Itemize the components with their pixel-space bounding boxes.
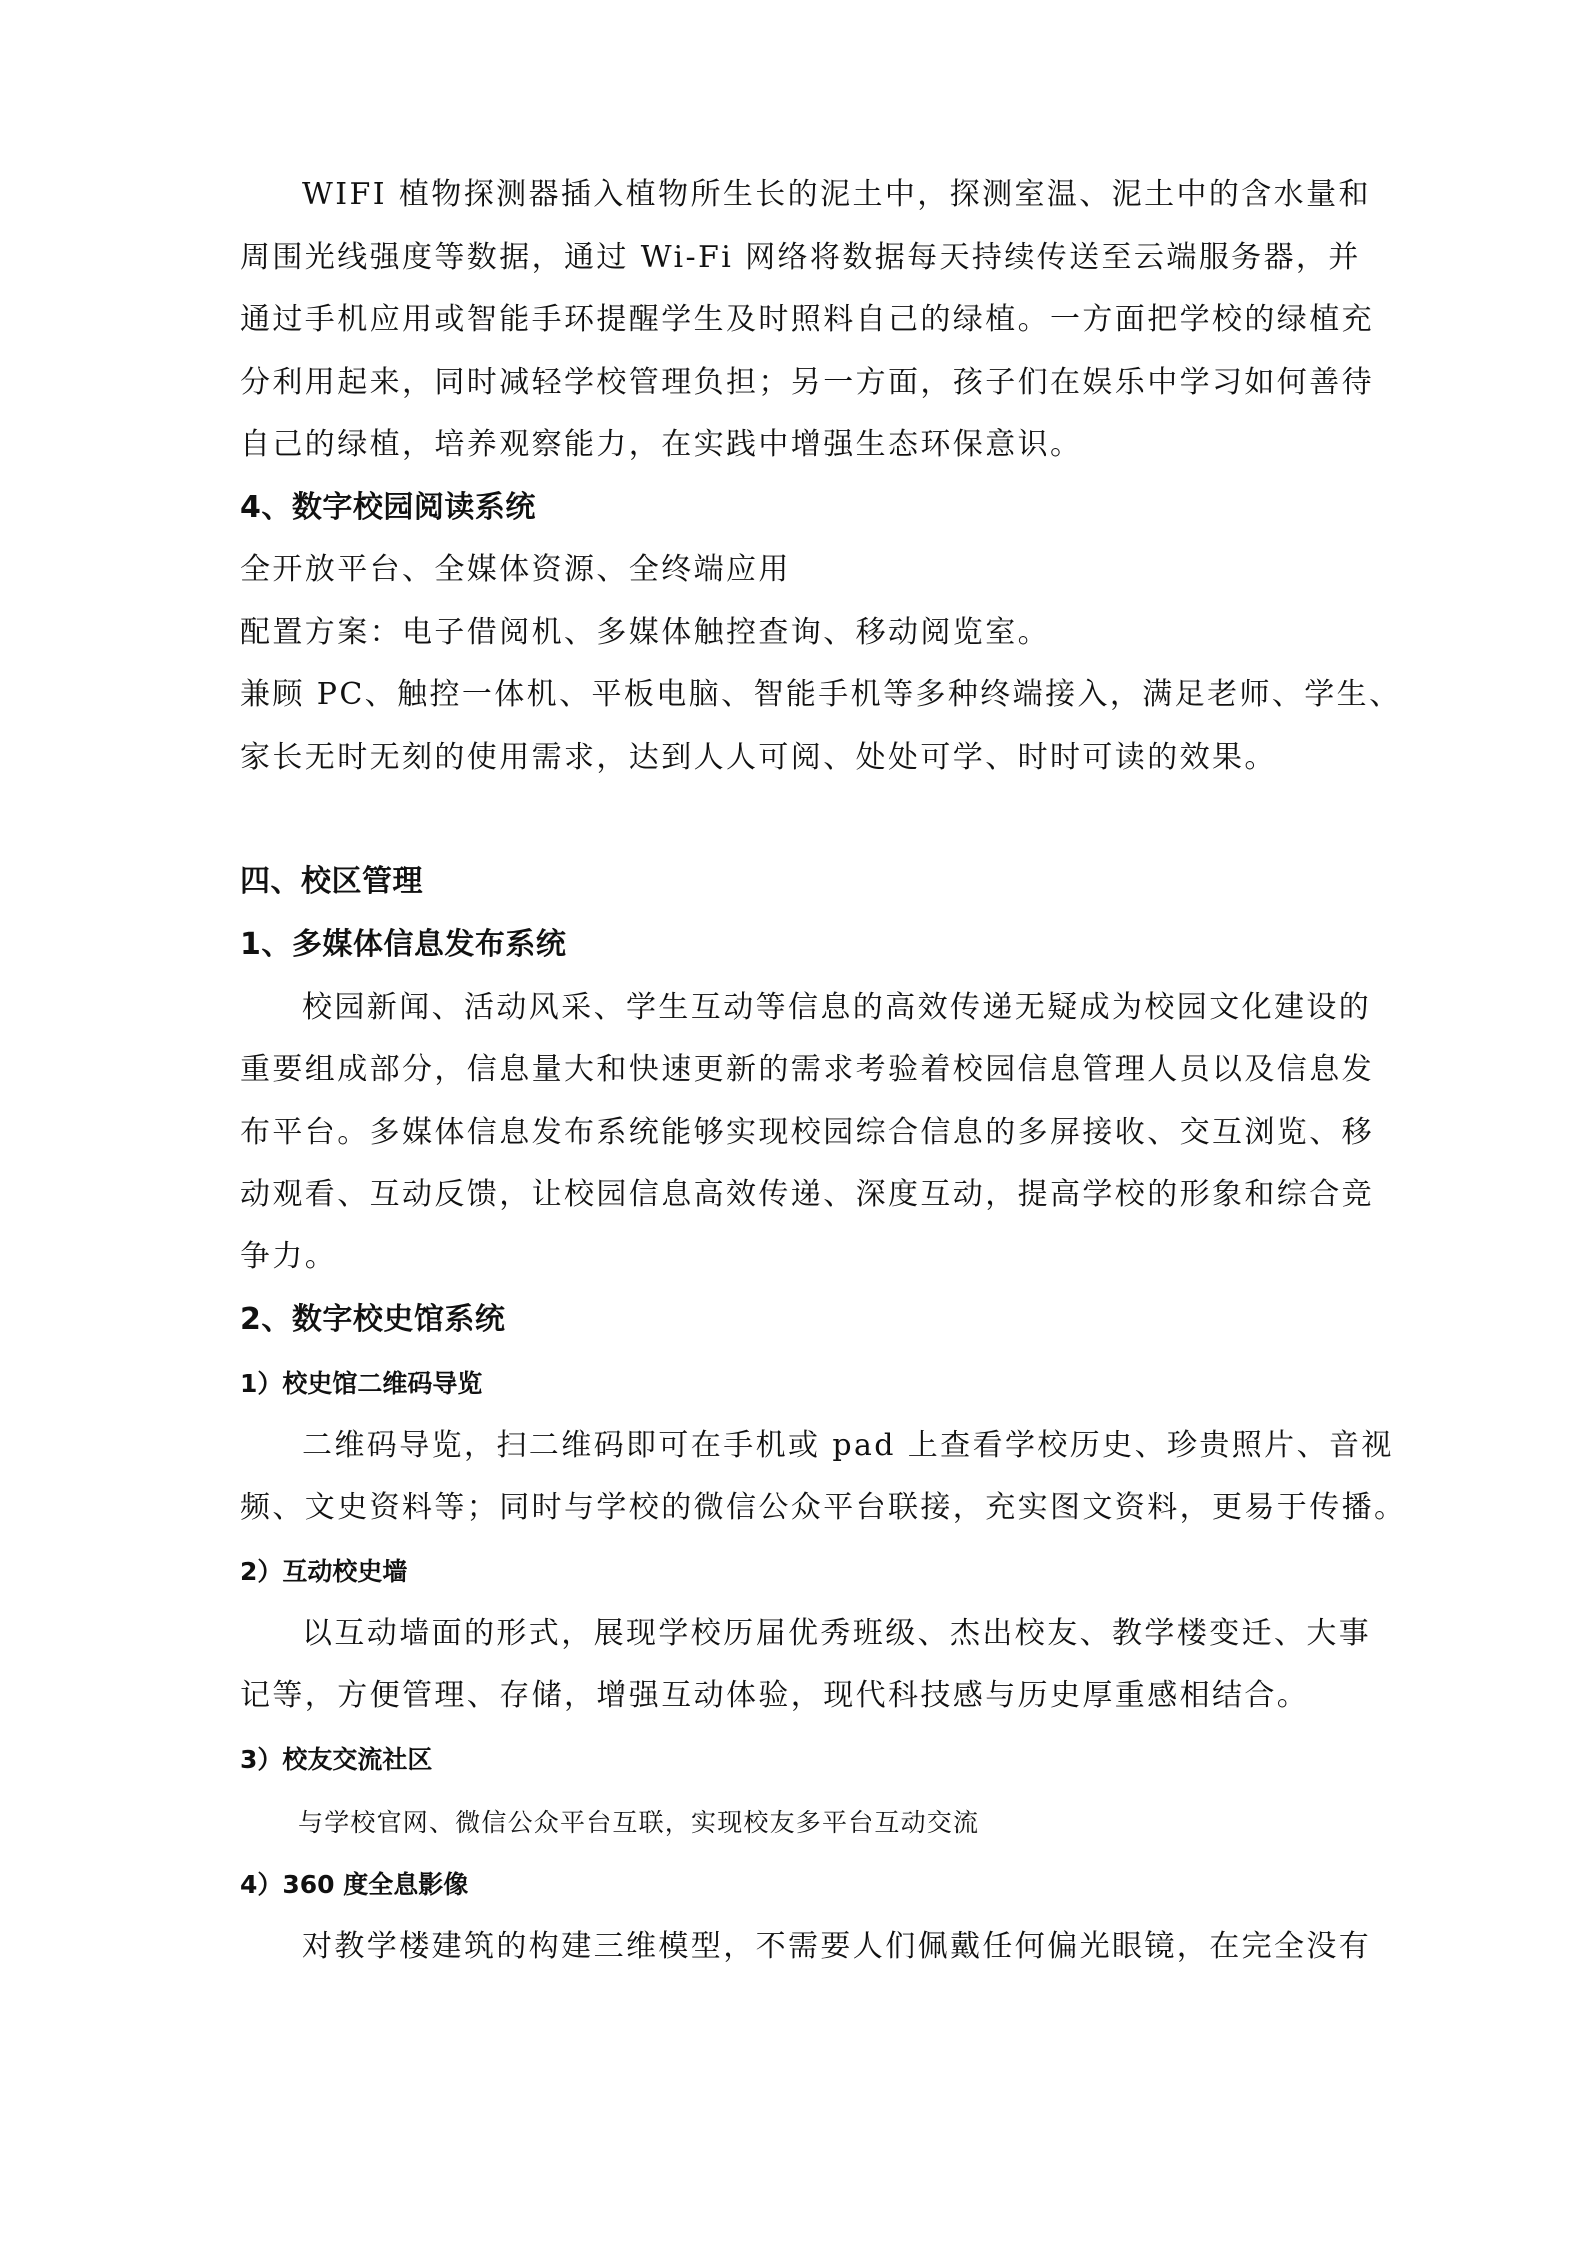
paragraph-line: 全开放平台、全媒体资源、全终端应用 <box>240 552 791 587</box>
paragraph-line: 频、文史资料等；同时与学校的微信公众平台联接，充实图文资料，更易于传播。 <box>240 1490 1407 1525</box>
paragraph-line: 布平台。多媒体信息发布系统能够实现校园综合信息的多屏接收、交互浏览、移 <box>240 1115 1374 1150</box>
paragraph-line: 记等，方便管理、存储，增强互动体验，现代科技感与历史厚重感相结合。 <box>240 1678 1310 1713</box>
section-heading: 4、数字校园阅读系统 <box>240 490 536 525</box>
paragraph-line: 对教学楼建筑的构建三维模型，不需要人们佩戴任何偏光眼镜，在完全没有 <box>302 1929 1372 1964</box>
paragraph-line: 兼顾 PC、触控一体机、平板电脑、智能手机等多种终端接入，满足老师、学生、 <box>240 677 1402 712</box>
paragraph-line: 与学校官网、微信公众平台互联，实现校友多平台互动交流 <box>298 1808 980 1837</box>
subsection-heading: 2）互动校史墙 <box>240 1557 408 1586</box>
subsection-heading: 4）360 度全息影像 <box>240 1870 469 1899</box>
section-heading: 1、多媒体信息发布系统 <box>240 927 567 962</box>
subsection-heading: 3）校友交流社区 <box>240 1745 433 1774</box>
paragraph-line: 重要组成部分，信息量大和快速更新的需求考验着校园信息管理人员以及信息发 <box>240 1052 1374 1087</box>
paragraph-line: 动观看、互动反馈，让校园信息高效传递、深度互动，提高学校的形象和综合竞 <box>240 1177 1374 1212</box>
paragraph-line: 家长无时无刻的使用需求，达到人人可阅、处处可学、时时可读的效果。 <box>240 740 1277 775</box>
paragraph-line: 争力。 <box>240 1239 338 1274</box>
chapter-heading: 四、校区管理 <box>240 864 423 899</box>
paragraph-line: 配置方案：电子借阅机、多媒体触控查询、移动阅览室。 <box>240 615 1050 650</box>
section-heading: 2、数字校史馆系统 <box>240 1302 506 1337</box>
paragraph-line: WIFI 植物探测器插入植物所生长的泥土中，探测室温、泥土中的含水量和 <box>302 177 1371 212</box>
paragraph-line: 校园新闻、活动风采、学生互动等信息的高效传递无疑成为校园文化建设的 <box>302 990 1372 1025</box>
paragraph-line: 以互动墙面的形式，展现学校历届优秀班级、杰出校友、教学楼变迁、大事 <box>302 1616 1372 1651</box>
paragraph-line: 周围光线强度等数据，通过 Wi-Fi 网络将数据每天持续传送至云端服务器，并 <box>240 240 1361 275</box>
subsection-heading: 1）校史馆二维码导览 <box>240 1369 483 1398</box>
paragraph-line: 二维码导览，扫二维码即可在手机或 pad 上查看学校历史、珍贵照片、音视 <box>302 1428 1394 1463</box>
paragraph-line: 分利用起来，同时减轻学校管理负担；另一方面，孩子们在娱乐中学习如何善待 <box>240 365 1374 400</box>
paragraph-line: 通过手机应用或智能手环提醒学生及时照料自己的绿植。一方面把学校的绿植充 <box>240 302 1374 337</box>
paragraph-line: 自己的绿植，培养观察能力，在实践中增强生态环保意识。 <box>240 427 1083 462</box>
